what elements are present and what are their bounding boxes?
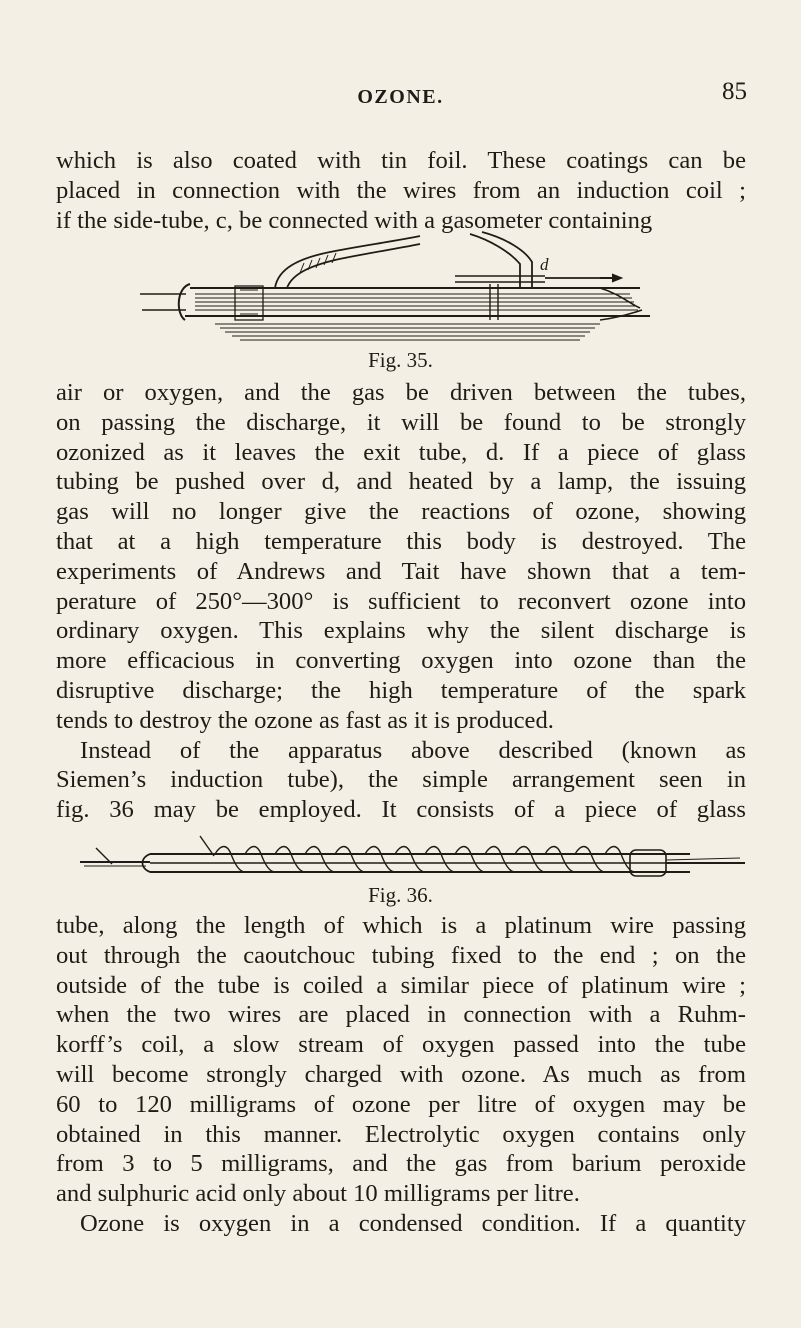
text-line: tubing be pushed over d, and heated by a lamp, the issuing [56,468,746,496]
figure-label-d: d [540,255,549,274]
running-head [0,78,801,116]
text-line: Siemen’s induction tube), the simple arrangement seen in [56,766,746,794]
text-line: ozonized as it leaves the exit tube, d. If a piece of glass [56,438,746,466]
text-line: gas will no longer give the reactions of ozone, showing [56,498,746,526]
text-line: placed in connection with the wires from an induction coil ; [56,176,746,204]
figure-35 [0,228,801,346]
text-block-1 [56,146,746,235]
text-line: Instead of the apparatus above described (known as [80,736,746,764]
text-line: korff’s coil, a slow stream of oxygen passed into the tube [56,1031,746,1059]
text-line: experiments of Andrews and Tait have shown that a tem- [56,557,746,585]
platinum-wire-tube-illustration [0,830,801,884]
text-line: 60 to 120 milligrams of ozone per litre of oxygen may be [56,1090,746,1118]
text-line: air or oxygen, and the gas be driven between the tubes, [56,379,746,406]
text-line: ordinary oxygen. This explains why the silent discharge is [56,617,746,645]
text-line: outside of the tube is coiled a similar piece of platinum wire ; [56,971,746,999]
text-line: fig. 36 may be employed. It consists of a piece of glass [56,796,746,824]
text-line: more efficacious in converting oxygen into ozone than the [56,647,746,675]
text-line: tube, along the length of which is a platinum wire passing [56,912,746,939]
page-number: 85 [722,78,747,105]
figure-35-caption: Fig. 35. [368,348,433,372]
text-line: will become strongly charged with ozone. As much as from [56,1060,746,1088]
text-line: that at a high temperature this body is destroyed. The [56,527,746,555]
text-line: tends to destroy the ozone as fast as it is produced. [56,706,554,734]
text-block-3 [56,911,746,1239]
text-line: which is also coated with tin foil. These coatings can be [56,147,746,174]
text-line: Ozone is oxygen in a condensed condition. If a quantity [80,1209,746,1237]
text-line: perature of 250°—300° is sufficient to reconvert ozone into [56,587,746,615]
text-line: on passing the discharge, it will be found to be strongly [56,408,746,436]
running-title: OZONE. [357,86,444,108]
text-line: if the side-tube, c, be connected with a gasometer containing [56,206,653,234]
text-line: and sulphuric acid only about 10 milligrams per litre. [56,1180,580,1208]
figure-36-caption: Fig. 36. [368,883,433,907]
text-line: out through the caoutchouc tubing fixed to the end ; on the [56,941,746,969]
figure-36 [0,830,801,884]
text-line: obtained in this manner. Electrolytic oxygen contains only [56,1120,746,1148]
siemens-induction-tube-illustration [0,228,801,346]
text-line: from 3 to 5 milligrams, and the gas from barium peroxide [56,1150,746,1178]
text-line: when the two wires are placed in connection with a Ruhm- [56,1001,746,1029]
text-block-2 [56,378,746,825]
text-line: disruptive discharge; the high temperature of the spark [56,676,746,704]
